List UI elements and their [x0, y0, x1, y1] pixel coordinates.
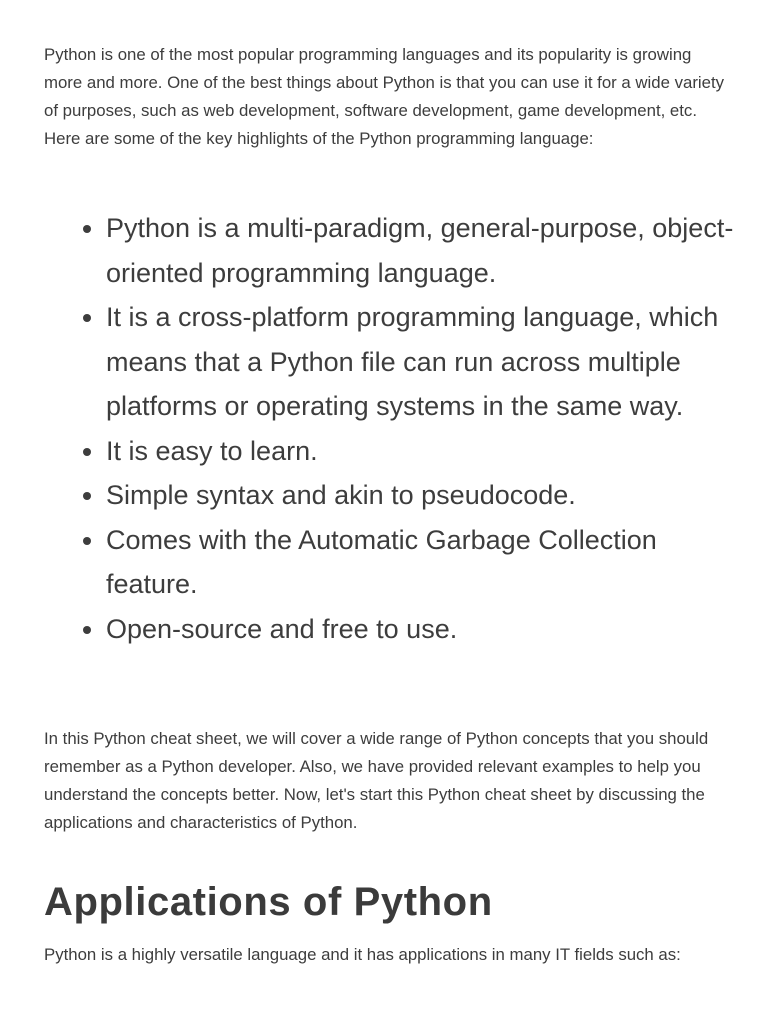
highlight-item: • Comes with the Automatic Garbage Collection feature.	[106, 518, 746, 607]
applications-heading: Applications of Python	[44, 880, 493, 924]
python-highlights-list	[80, 206, 746, 651]
highlight-item: • Python is a multi-paradigm, general-purpose, object-oriented programming language.	[106, 206, 746, 295]
highlight-item: • It is a cross-platform programming language, which means that a Python file can run across multiple platforms or operating systems in the same way.	[106, 295, 746, 429]
highlight-item: • Simple syntax and akin to pseudocode.	[106, 473, 746, 518]
highlight-item: • It is easy to learn.	[106, 429, 746, 474]
cheat-sheet-intro-paragraph: In this Python cheat sheet, we will cover a wide range of Python concepts that you should remember as a Python developer. Also, we have provided relevant examples to help you understand the concepts better. Now, let's start this Python cheat sheet by discussing the applications and characteristics of Python.	[44, 729, 709, 832]
highlight-item: • Open-source and free to use.	[106, 607, 746, 652]
intro-paragraph: Python is one of the most popular programming languages and its popularity is growing more and more. One of the best things about Python is that you can use it for a wide variety of purposes, such as web development, software development, game development, etc. Here are some of the key highlights of the Python programming language:	[44, 45, 725, 148]
applications-intro-paragraph: Python is a highly versatile language and it has applications in many IT fields such as:	[44, 945, 681, 964]
